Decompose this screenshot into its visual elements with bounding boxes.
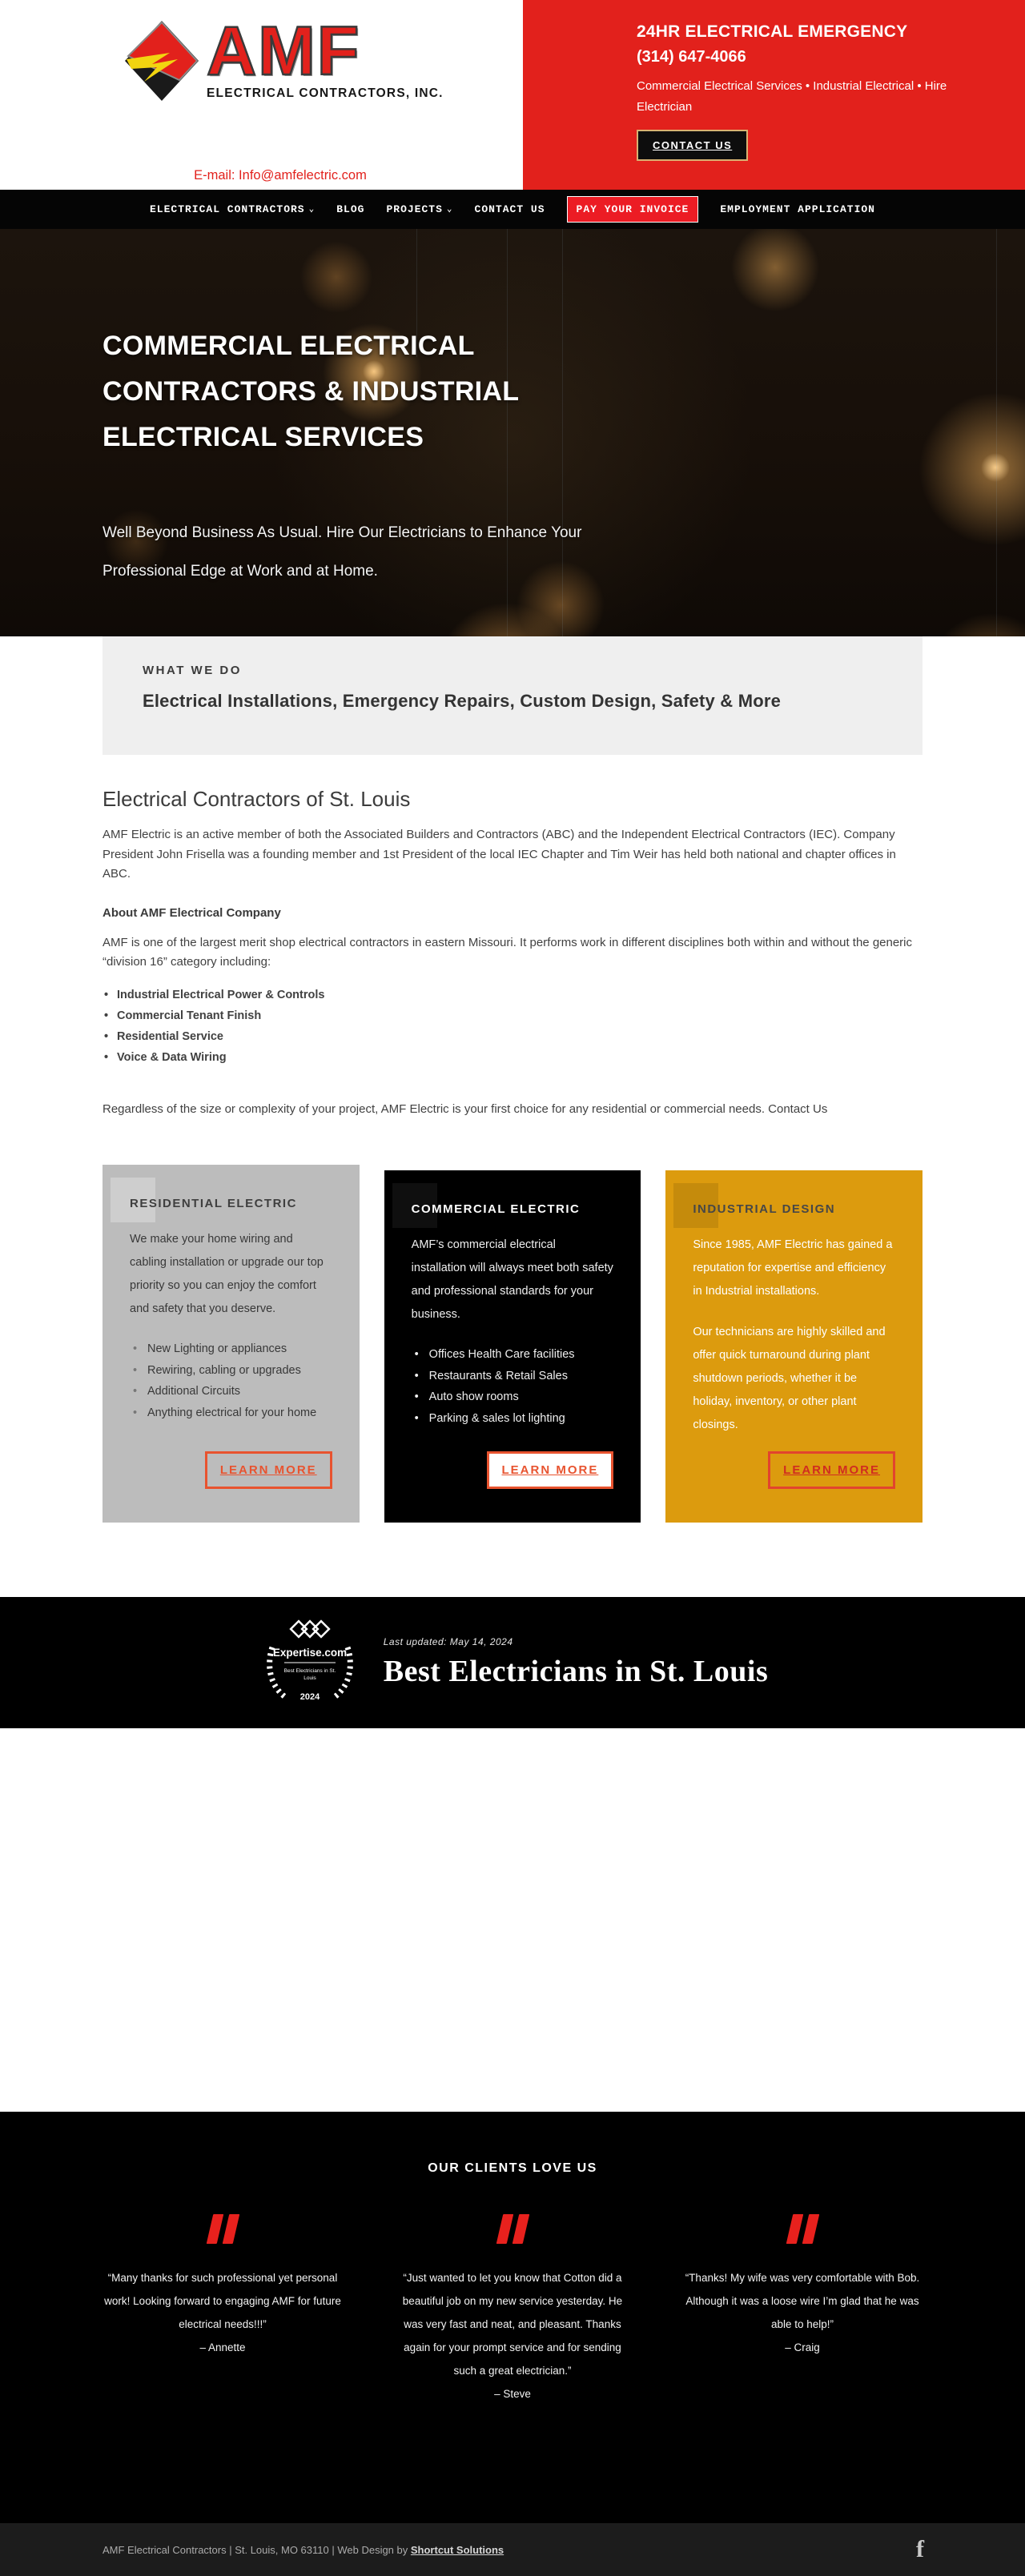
testimonial [392, 2214, 633, 2405]
testimonial-author: – Steve [494, 2388, 531, 2400]
list-item: • Voice & Data Wiring [102, 1047, 922, 1068]
residential-electric-card [102, 1165, 360, 1523]
article-paragraph: AMF is one of the largest merit shop electrical contractors in eastern Missouri. It performs work in different disciplines both within and without the generic “division 16” category including: [102, 935, 913, 969]
svg-text:Louis: Louis [303, 1675, 316, 1681]
header [0, 0, 1025, 190]
emergency-services: Commercial Electrical Services • Industrial Electrical • Hire Electrician [637, 79, 947, 114]
expertise-badge [257, 1614, 363, 1711]
what-we-do-eyebrow: WHAT WE DO [143, 664, 242, 677]
list-item: • Commercial Tenant Finish [102, 1005, 922, 1026]
article-heading: Electrical Contractors of St. Louis [102, 787, 411, 811]
nav-projects[interactable]: PROJECTS ⌄ [386, 203, 453, 215]
svg-text:Best Electricians in St.: Best Electricians in St. [283, 1668, 336, 1674]
main-content [0, 636, 1025, 1597]
card-bullet-list [412, 1344, 614, 1429]
contact-us-button[interactable]: CONTACT US [637, 130, 748, 161]
quote-icon [500, 2214, 526, 2244]
article-paragraph: AMF Electric is an active member of both the Associated Builders and Contractors (ABC) and the Independent Electrical Contractors (IEC). Company President John Frisella was a founding member and 1st President of the local IEC Chapter and Tim Weir has held both national and chapter offices in ABC. [102, 828, 896, 881]
list-item: • Industrial Electrical Power & Controls [102, 985, 922, 1005]
quote-icon [210, 2214, 236, 2244]
hero-banner [0, 229, 1025, 636]
testimonials-heading: OUR CLIENTS LOVE US [428, 2161, 597, 2175]
list-item: • Anything electrical for your home [130, 1402, 332, 1424]
emergency-phone[interactable]: (314) 647-4066 [637, 48, 746, 66]
list-item: • New Lighting or appliances [130, 1338, 332, 1360]
award-band [0, 1597, 1025, 1728]
learn-more-button[interactable]: LEARN MORE [768, 1451, 895, 1489]
nav-employment-application[interactable]: EMPLOYMENT APPLICATION [720, 203, 875, 215]
list-item: • Residential Service [102, 1026, 922, 1047]
service-cards [102, 1165, 922, 1523]
testimonial-quote: “Just wanted to let you know that Cotton did a beautiful job on my new service yesterday. He was very fast and neat, and pleasant. Thanks again for your prompt service and for sending such a great electrician.” [402, 2272, 623, 2377]
card-bullet-list [130, 1338, 332, 1423]
what-we-do-heading: Electrical Installations, Emergency Repairs, Custom Design, Safety & More [143, 691, 782, 711]
card-body: Since 1985, AMF Electric has gained a reputation for expertise and efficiency in Industrial installations. [693, 1238, 893, 1298]
list-item: • Offices Health Care facilities [412, 1344, 614, 1366]
testimonial-quote: “Thanks! My wife was very comfortable with Bob. Although it was a loose wire I’m glad that he was able to help!” [685, 2272, 920, 2330]
learn-more-button[interactable]: LEARN MORE [205, 1451, 332, 1489]
list-item: • Restaurants & Retail Sales [412, 1366, 614, 1387]
testimonial-quote: “Many thanks for such professional yet personal work! Looking forward to engaging AMF for future electrical needs!!!” [104, 2272, 341, 2330]
card-body: We make your home wiring and cabling installation or upgrade our top priority so you can enjoy the comfort and safety that you deserve. [130, 1233, 324, 1315]
list-item: • Auto show rooms [412, 1386, 614, 1408]
logo-brand-text: AMF [207, 13, 361, 90]
svg-text:Expertise.com: Expertise.com [272, 1647, 347, 1659]
chevron-down-icon: ⌄ [308, 204, 316, 215]
chevron-down-icon: ⌄ [446, 204, 453, 215]
article-bullet-list [102, 985, 922, 1068]
footer-designer-link[interactable]: Shortcut Solutions [410, 2543, 504, 2556]
footer-text: AMF Electrical Contractors | St. Louis, MO 63110 | Web Design by Shortcut Solutions [102, 2543, 504, 2556]
emergency-panel [523, 0, 1025, 190]
facebook-icon[interactable]: f [916, 2536, 924, 2562]
testimonials-section [0, 2112, 1025, 2523]
light-cord [996, 229, 997, 636]
nav-pay-your-invoice[interactable]: PAY YOUR INVOICE [567, 196, 699, 223]
nav-electrical-contractors[interactable]: ELECTRICAL CONTRACTORS ⌄ [149, 203, 316, 215]
card-body: Our technicians are highly skilled and offer quick turnaround during plant shutdown periods, whether it be holiday, inventory, or other plant closings. [693, 1326, 886, 1431]
testimonial-author: – Craig [785, 2341, 820, 2353]
commercial-electric-card [384, 1170, 641, 1523]
footer [0, 2523, 1025, 2576]
nav-blog[interactable]: BLOG [336, 203, 365, 215]
list-item: • Parking & sales lot lighting [412, 1408, 614, 1430]
card-title: INDUSTRIAL DESIGN [693, 1202, 836, 1216]
what-we-do-panel [102, 636, 922, 755]
hero-subheading: Well Beyond Business As Usual. Hire Our Electricians to Enhance Your Professional Edge at Work and at Home. [102, 524, 582, 580]
card-title: COMMERCIAL ELECTRIC [411, 1202, 581, 1216]
main-nav [0, 190, 1025, 229]
lightning-diamond-icon [122, 19, 202, 102]
testimonial-author: – Annette [199, 2341, 246, 2353]
header-email-link[interactable]: E-mail: Info@amfelectric.com [194, 168, 367, 183]
card-title: RESIDENTIAL ELECTRIC [130, 1197, 297, 1210]
empty-spacer [0, 1728, 1025, 2112]
industrial-design-card [665, 1170, 922, 1523]
article-closing: Regardless of the size or complexity of your project, AMF Electric is your first choice for any residential or commercial needs. Contact Us [102, 1101, 828, 1116]
card-body: AMF’s commercial electrical installation will always meet both safety and professional standards for your business. [411, 1238, 613, 1321]
list-item: • Additional Circuits [130, 1381, 332, 1402]
nav-contact-us[interactable]: CONTACT US [474, 203, 545, 215]
article [102, 787, 922, 1119]
testimonial [681, 2214, 923, 2405]
article-subheading: About AMF Electrical Company [102, 905, 281, 920]
list-item: • Rewiring, cabling or upgrades [130, 1360, 332, 1382]
emergency-title: 24HR ELECTRICAL EMERGENCY [637, 22, 908, 41]
logo-tagline: ELECTRICAL CONTRACTORS, INC. [207, 86, 444, 100]
quote-icon [790, 2214, 816, 2244]
amf-logo [122, 13, 444, 102]
hero-heading: COMMERCIAL ELECTRICAL CONTRACTORS & INDUSTRIAL ELECTRICAL SERVICES [102, 331, 520, 452]
testimonial [102, 2214, 344, 2405]
award-last-updated: Last updated: May 14, 2024 [383, 1636, 513, 1647]
learn-more-button[interactable]: LEARN MORE [487, 1451, 614, 1489]
award-heading: Best Electricians in St. Louis [383, 1655, 769, 1688]
svg-text:2024: 2024 [299, 1692, 320, 1702]
